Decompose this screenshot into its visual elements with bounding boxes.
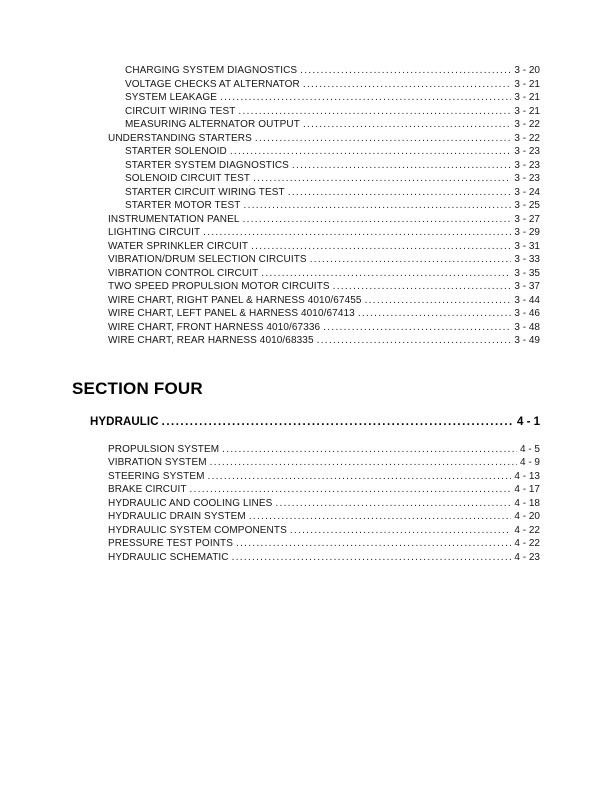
- toc-entry[interactable]: [72, 551, 540, 565]
- toc-entry-label: VIBRATION SYSTEM: [108, 457, 207, 468]
- toc-entry-label: INSTRUMENTATION PANEL: [108, 213, 240, 225]
- toc-entry-label: LIGHTING CIRCUIT: [108, 227, 201, 238]
- toc-entry[interactable]: [72, 307, 540, 321]
- toc-entry[interactable]: [72, 456, 540, 470]
- toc-entry-page: 4 - 22: [514, 524, 540, 536]
- toc-entry-page: 4 - 5: [519, 443, 540, 455]
- dot-leader: [303, 118, 511, 132]
- toc-entry-page: 3 - 21: [514, 105, 540, 117]
- toc-entry-label: HYDRAULIC SCHEMATIC: [108, 551, 229, 563]
- toc-entry-page: 3 - 22: [514, 132, 540, 144]
- dot-leader: [249, 510, 512, 524]
- dot-leader: [333, 280, 512, 294]
- dot-leader: [255, 132, 512, 146]
- toc-entry-label: MEASURING ALTERNATOR OUTPUT: [125, 119, 300, 130]
- toc-entry[interactable]: [72, 213, 540, 227]
- toc-chapter-entry[interactable]: [72, 416, 540, 428]
- dot-leader: [236, 537, 511, 551]
- toc-entry[interactable]: [72, 321, 540, 335]
- toc-entry[interactable]: [72, 199, 540, 213]
- dot-leader: [244, 199, 512, 213]
- dot-leader: [303, 78, 512, 92]
- dot-leader: [323, 321, 511, 335]
- dot-leader: [162, 416, 514, 428]
- toc-entry-page: 3 - 33: [514, 254, 540, 265]
- toc-entry-page: 3 - 27: [514, 213, 540, 225]
- toc-entry-page: 4 - 20: [514, 511, 540, 522]
- toc-entry-label: BRAKE CIRCUIT: [108, 484, 187, 495]
- dot-leader: [292, 159, 512, 173]
- toc-entry-page: 3 - 24: [514, 186, 540, 198]
- dot-leader: [220, 91, 511, 105]
- toc-entry-label: CHARGING SYSTEM DIAGNOSTICS: [125, 65, 298, 76]
- dot-leader: [243, 213, 512, 227]
- toc-entry-label: SYSTEM LEAKAGE: [125, 92, 217, 103]
- dot-leader: [261, 267, 511, 281]
- toc-entry-label: WIRE CHART, RIGHT PANEL & HARNESS 4010/67455: [108, 294, 362, 306]
- dot-leader: [275, 497, 511, 511]
- toc-entry[interactable]: [72, 118, 540, 132]
- toc-entry-page: 3 - 21: [514, 78, 540, 90]
- toc-entry[interactable]: [72, 240, 540, 254]
- toc-entry-page: 3 - 23: [514, 173, 540, 184]
- toc-entry-label: PRESSURE TEST POINTS: [108, 538, 233, 549]
- toc-entry[interactable]: [72, 294, 540, 308]
- toc-entry-label: HYDRAULIC SYSTEM COMPONENTS: [108, 524, 287, 536]
- toc-entry-label: WIRE CHART, REAR HARNESS 4010/68335: [108, 335, 314, 346]
- toc-entry-page: 4 - 23: [514, 551, 540, 563]
- toc-entry-label: VIBRATION/DRUM SELECTION CIRCUITS: [108, 254, 307, 265]
- toc-entry-label: SOLENOID CIRCUIT TEST: [125, 173, 251, 184]
- toc-entry[interactable]: [72, 64, 540, 78]
- toc-entry[interactable]: [72, 253, 540, 267]
- toc-entry-label: HYDRAULIC AND COOLING LINES: [108, 497, 273, 509]
- toc-chapter-page: 4 - 1: [516, 415, 540, 428]
- toc-entry[interactable]: [72, 78, 540, 92]
- section-heading: SECTION FOUR: [72, 378, 203, 398]
- dot-leader: [203, 226, 511, 240]
- toc-entry[interactable]: [72, 186, 540, 200]
- toc-entry-page: 3 - 31: [514, 240, 540, 252]
- dot-leader: [310, 253, 512, 267]
- toc-entry[interactable]: [72, 132, 540, 146]
- toc-entry-label: CIRCUIT WIRING TEST: [125, 105, 236, 117]
- toc-entry-page: 4 - 9: [519, 457, 540, 468]
- dot-leader: [190, 483, 512, 497]
- toc-entry-label: PROPULSION SYSTEM: [108, 443, 220, 455]
- toc-entry-page: 3 - 29: [514, 227, 540, 238]
- toc-entry-page: 3 - 48: [514, 321, 540, 333]
- toc-entry-page: 3 - 35: [514, 267, 540, 279]
- toc-section-four-list: [72, 443, 540, 565]
- toc-entry-label: TWO SPEED PROPULSION MOTOR CIRCUITS: [108, 281, 330, 292]
- toc-entry-label: WATER SPRINKLER CIRCUIT: [108, 240, 249, 252]
- dot-leader: [358, 307, 512, 321]
- toc-entry-page: 3 - 25: [514, 200, 540, 211]
- toc-entry-page: 3 - 23: [514, 146, 540, 157]
- toc-entry[interactable]: [72, 483, 540, 497]
- toc-entry-label: VOLTAGE CHECKS AT ALTERNATOR: [125, 78, 300, 90]
- dot-leader: [232, 551, 512, 565]
- toc-entry[interactable]: [72, 159, 540, 173]
- toc-entry-label: STARTER CIRCUIT WIRING TEST: [125, 186, 285, 198]
- toc-entry[interactable]: [72, 226, 540, 240]
- dot-leader: [300, 64, 511, 78]
- toc-section-three-list: [72, 64, 540, 348]
- toc-entry-label: HYDRAULIC DRAIN SYSTEM: [108, 511, 246, 522]
- toc-entry-label: WIRE CHART, FRONT HARNESS 4010/67336: [108, 321, 321, 333]
- toc-entry[interactable]: [72, 470, 540, 484]
- toc-chapter-label: HYDRAULIC: [90, 415, 159, 428]
- toc-entry-page: 4 - 22: [514, 538, 540, 549]
- toc-entry-label: STARTER SOLENOID: [125, 146, 227, 157]
- toc-entry[interactable]: [72, 145, 540, 159]
- toc-entry-page: 3 - 21: [514, 92, 540, 103]
- toc-entry[interactable]: [72, 497, 540, 511]
- toc-entry-label: WIRE CHART, LEFT PANEL & HARNESS 4010/67413: [108, 308, 355, 319]
- dot-leader: [290, 524, 512, 538]
- toc-entry-label: VIBRATION CONTROL CIRCUIT: [108, 267, 259, 279]
- dot-leader: [288, 186, 512, 200]
- toc-entry[interactable]: [72, 172, 540, 186]
- toc-entry-label: STEERING SYSTEM: [108, 470, 205, 482]
- toc-entry-label: UNDERSTANDING STARTERS: [108, 132, 252, 144]
- toc-entry[interactable]: [72, 334, 540, 348]
- toc-entry-page: 3 - 37: [514, 281, 540, 292]
- toc-entry[interactable]: [72, 537, 540, 551]
- toc-entry[interactable]: [72, 443, 540, 457]
- toc-entry[interactable]: [72, 105, 540, 119]
- toc-entry[interactable]: [72, 280, 540, 294]
- toc-entry-page: 3 - 44: [514, 294, 540, 306]
- dot-leader: [210, 456, 517, 470]
- toc-entry-page: 3 - 20: [514, 65, 540, 76]
- dot-leader: [230, 145, 512, 159]
- toc-entry-page: 3 - 23: [514, 159, 540, 171]
- toc-entry-label: STARTER SYSTEM DIAGNOSTICS: [125, 159, 289, 171]
- toc-entry[interactable]: [72, 267, 540, 281]
- dot-leader: [253, 172, 511, 186]
- dot-leader: [317, 334, 512, 348]
- toc-entry-page: 3 - 46: [514, 308, 540, 319]
- toc-entry-page: 3 - 49: [514, 335, 540, 346]
- toc-entry-page: 3 - 22: [514, 119, 540, 130]
- dot-leader: [251, 240, 511, 254]
- toc-entry[interactable]: [72, 91, 540, 105]
- toc-entry-page: 4 - 13: [514, 470, 540, 482]
- dot-leader: [222, 443, 517, 457]
- toc-entry-page: 4 - 17: [514, 484, 540, 495]
- toc-entry[interactable]: [72, 510, 540, 524]
- dot-leader: [208, 470, 512, 484]
- toc-entry[interactable]: [72, 524, 540, 538]
- toc-entry-page: 4 - 18: [514, 497, 540, 509]
- dot-leader: [365, 294, 512, 308]
- dot-leader: [238, 105, 511, 119]
- toc-entry-label: STARTER MOTOR TEST: [125, 200, 241, 211]
